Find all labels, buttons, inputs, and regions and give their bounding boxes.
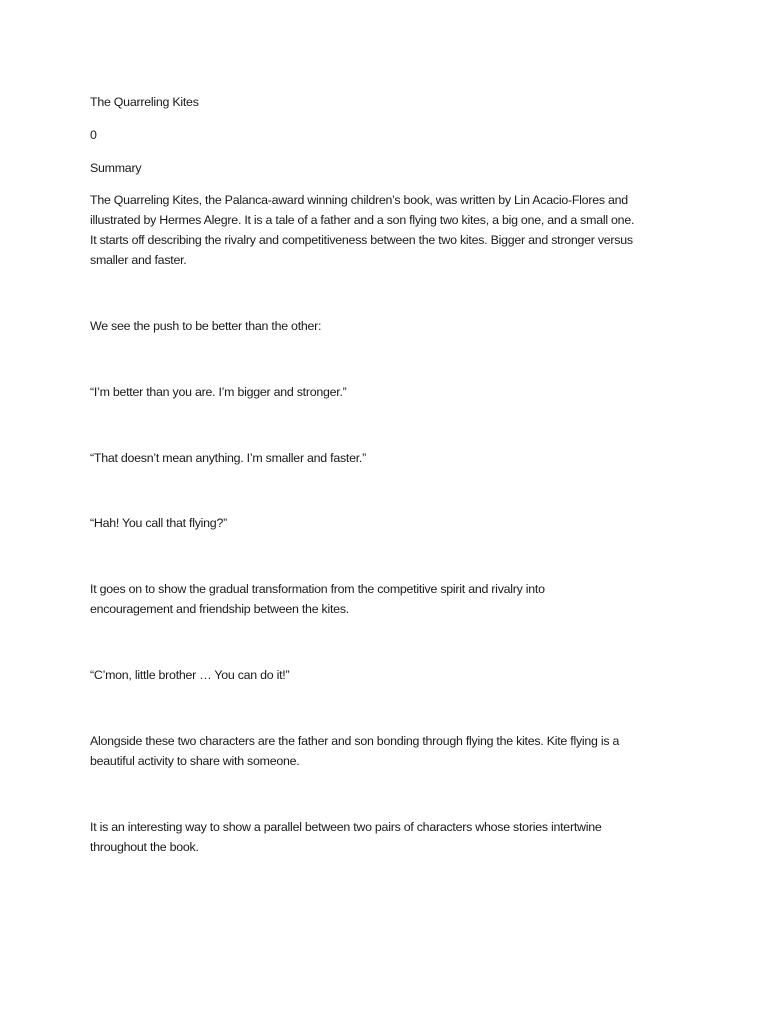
quote-2: “That doesn’t mean anything. I’m smaller and faster.” bbox=[90, 451, 366, 465]
section-heading: Summary bbox=[90, 161, 142, 175]
paragraph-5-line: It is an interesting way to show a parallel between two pairs of characters whose stories intertwine bbox=[90, 820, 602, 834]
paragraph-2: We see the push to be better than the other: bbox=[90, 319, 322, 333]
document-title: The Quarreling Kites bbox=[90, 95, 199, 109]
paragraph-4-line: Alongside these two characters are the father and son bonding through flying the kites. Kite flying is a bbox=[90, 734, 620, 748]
paragraph-3-line: encouragement and friendship between the kites. bbox=[90, 602, 349, 616]
paragraph-1-line: It starts off describing the rivalry and competitiveness between the two kites. Bigger and stronger versus bbox=[90, 233, 633, 247]
paragraph-1-line: The Quarreling Kites, the Palanca-award winning children’s book, was written by Lin Acacio-Flores and bbox=[90, 193, 628, 207]
paragraph-1-line: smaller and faster. bbox=[90, 253, 187, 267]
quote-3: “Hah! You call that flying?” bbox=[90, 516, 227, 530]
paragraph-3-line: It goes on to show the gradual transformation from the competitive spirit and rivalry into bbox=[90, 582, 545, 596]
paragraph-4-line: beautiful activity to share with someone. bbox=[90, 754, 300, 768]
quote-4: “C’mon, little brother … You can do it!” bbox=[90, 668, 290, 682]
paragraph-5-line: throughout the book. bbox=[90, 840, 199, 854]
paragraph-1-line: illustrated by Hermes Alegre. It is a tale of a father and a son flying two kites, a big one, and a small one. bbox=[90, 213, 635, 227]
quote-1: “I’m better than you are. I’m bigger and stronger.” bbox=[90, 385, 347, 399]
page-marker: 0 bbox=[90, 128, 97, 142]
